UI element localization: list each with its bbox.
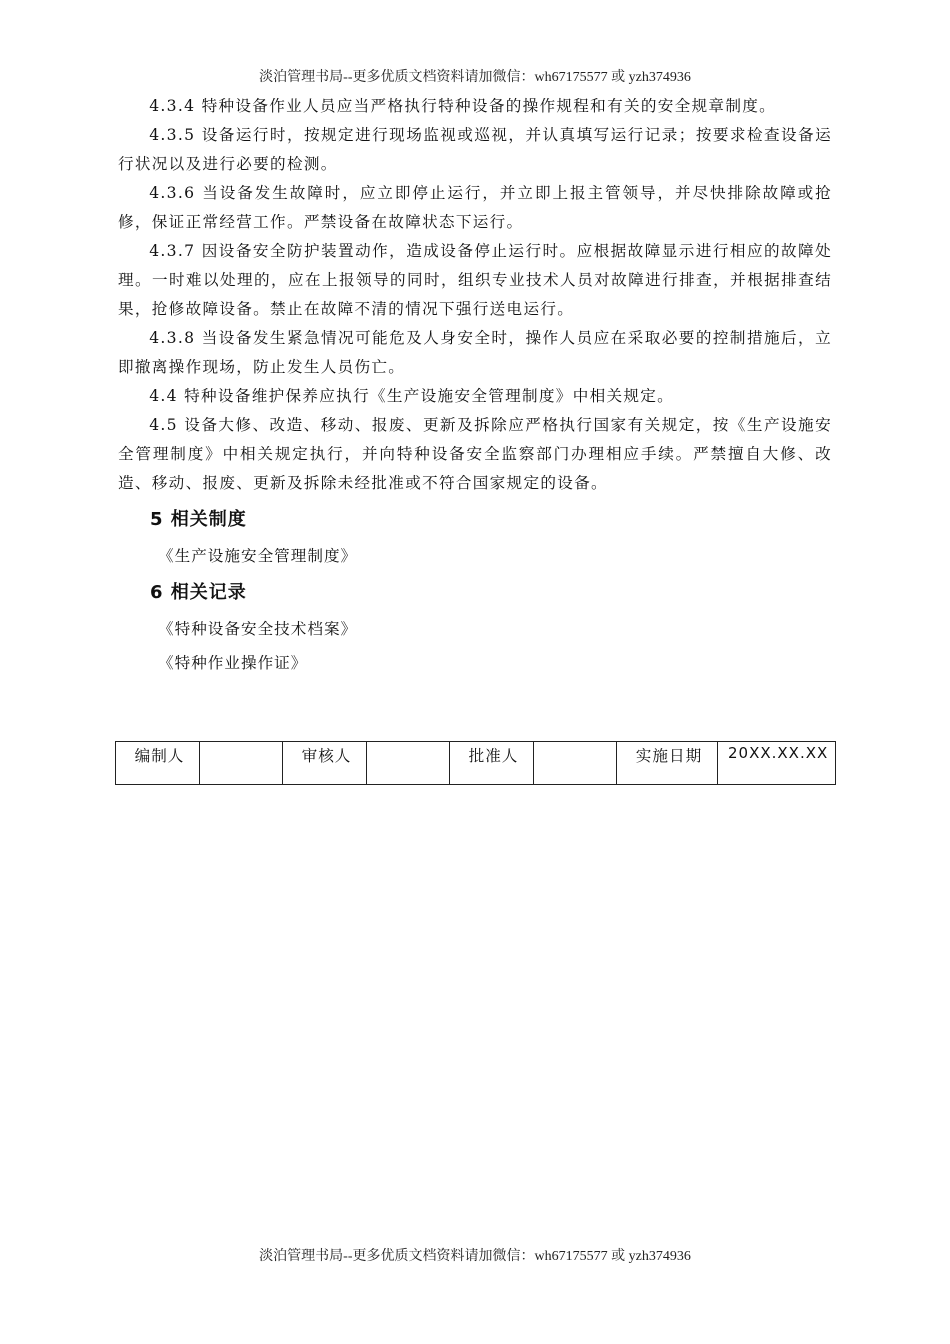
clause-4-5: 4.5 设备大修、改造、移动、报废、更新及拆除应严格执行国家有关规定，按《生产设施安全管理制度》中相关规定执行，并向特种设备安全监察部门办理相应手续。严禁擅自大修、改造、移动、报废、更新及拆除未经批准或不符合国家规定的设备。 <box>118 416 832 492</box>
clause-4-4: 4.4 特种设备维护保养应执行《生产设施安全管理制度》中相关规定。 <box>149 387 675 405</box>
effective-date-label: 实施日期 <box>617 742 718 785</box>
document-body <box>118 92 832 683</box>
reviewed-by-cell <box>367 742 450 785</box>
prepared-by-cell <box>200 742 283 785</box>
section-6-item: 《特种设备安全技术档案》 <box>158 620 358 638</box>
page-footer-watermark: 淡泊管理书局--更多优质文档资料请加微信：wh67175577 或 yzh374936 <box>259 1249 691 1264</box>
clause-4-3-8: 4.3.8 当设备发生紧急情况可能危及人身安全时，操作人员应在采取必要的控制措施后，立即撤离操作现场，防止发生人员伤亡。 <box>118 329 832 376</box>
clause-4-3-6: 4.3.6 当设备发生故障时，应立即停止运行，并立即上报主管领导，并尽快排除故障或抢修，保证正常经营工作。严禁设备在故障状态下运行。 <box>118 184 832 231</box>
section-6-heading: 6 相关记录 <box>150 582 247 603</box>
effective-date-value: 20XX.XX.XX <box>718 742 836 785</box>
section-6-item: 《特种作业操作证》 <box>158 654 308 672</box>
clause-4-3-5: 4.3.5 设备运行时，按规定进行现场监视或巡视，并认真填写运行记录；按要求检查设备运行状况以及进行必要的检测。 <box>118 126 832 173</box>
approved-by-cell <box>534 742 617 785</box>
section-5-heading: 5 相关制度 <box>150 509 247 530</box>
approval-row <box>116 742 836 785</box>
clause-4-3-4: 4.3.4 特种设备作业人员应当严格执行特种设备的操作规程和有关的安全规章制度。 <box>149 97 777 115</box>
page-header-watermark: 淡泊管理书局--更多优质文档资料请加微信：wh67175577 或 yzh374936 <box>259 70 691 85</box>
approval-table <box>115 741 836 785</box>
clause-4-3-7: 4.3.7 因设备安全防护装置动作，造成设备停止运行时。应根据故障显示进行相应的故障处理。一时难以处理的，应在上报领导的同时，组织专业技术人员对故障进行排查，并根据排查结果，抢修故障设备。禁止在故障不清的情况下强行送电运行。 <box>118 242 832 318</box>
reviewed-by-label: 审核人 <box>283 742 367 785</box>
section-5-item: 《生产设施安全管理制度》 <box>158 547 358 565</box>
approved-by-label: 批准人 <box>450 742 534 785</box>
prepared-by-label: 编制人 <box>116 742 200 785</box>
